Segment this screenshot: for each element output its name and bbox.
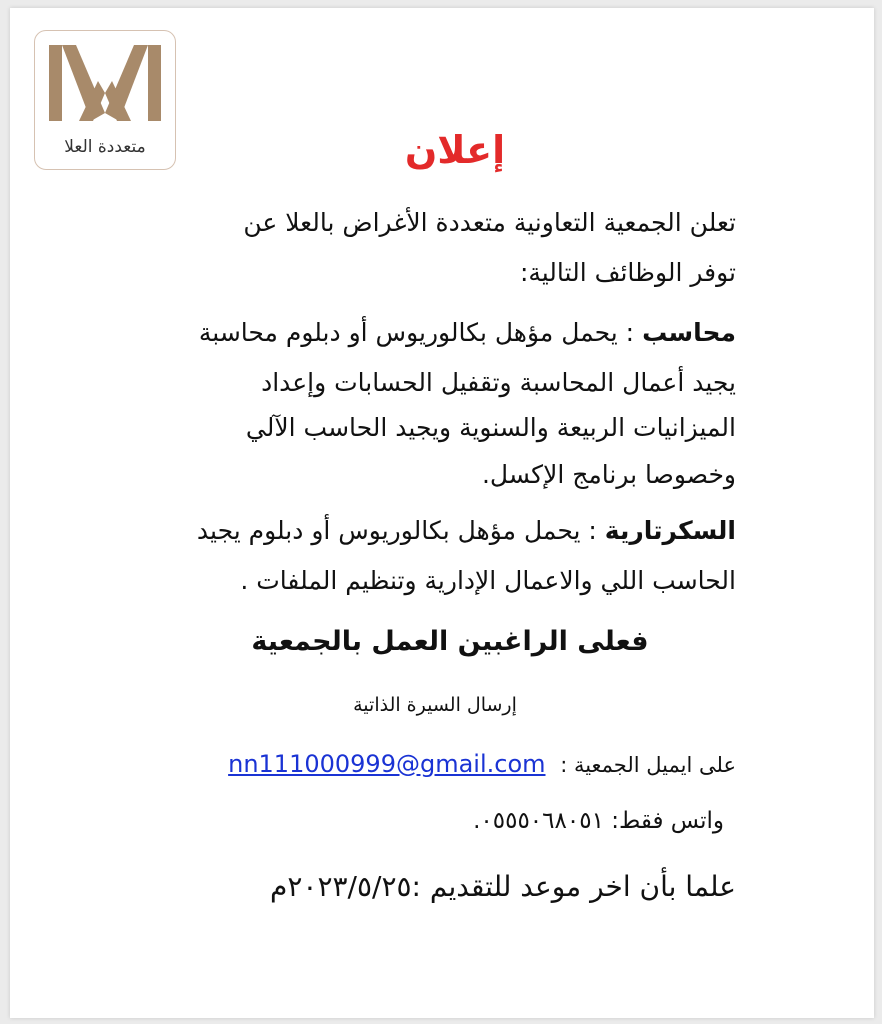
intro-line-1: تعلن الجمعية التعاونية متعددة الأغراض بالعلا عن (243, 208, 736, 237)
secretary-line-2: الحاسب اللي والاعمال الإدارية وتنظيم الملفات . (240, 566, 736, 595)
logo-mark-icon (49, 45, 161, 137)
send-cv-text: إرسال السيرة الذاتية (353, 694, 517, 716)
whatsapp-label: واتس فقط: (611, 808, 724, 834)
accountant-line-1 (199, 318, 736, 347)
secretary-label: السكرتارية (604, 516, 736, 545)
whatsapp-line (473, 808, 724, 834)
announcement-page (10, 8, 874, 1018)
logo-text: متعددة العلا (64, 137, 146, 157)
call-to-action: فعلى الراغبين العمل بالجمعية (251, 626, 649, 657)
accountant-line-3: الميزانيات الربيعة والسنوية ويجيد الحاسب الآلي (245, 413, 736, 442)
whatsapp-number: ٠٥٥٥٠٦٨٠٥١. (473, 808, 604, 834)
intro-line-2: توفر الوظائف التالية: (519, 258, 736, 287)
association-logo (34, 30, 176, 170)
secretary-desc-1: : يحمل مؤهل بكالوريوس أو دبلوم يجيد (196, 516, 597, 545)
email-label: على ايميل الجمعية : (560, 753, 736, 777)
accountant-line-2: يجيد أعمال المحاسبة وتقفيل الحسابات وإعداد (261, 368, 736, 397)
announcement-title: إعلان (404, 128, 506, 172)
deadline-text: علما بأن اخر موعد للتقديم :٢٠٢٣/٥/٢٥م (270, 870, 736, 903)
email-link[interactable]: nn111000999@gmail.com (228, 750, 546, 778)
accountant-line-4: وخصوصا برنامج الإكسل. (481, 460, 736, 489)
accountant-label: محاسب (642, 318, 736, 347)
secretary-line-1 (197, 516, 736, 545)
accountant-desc-1: : يحمل مؤهل بكالوريوس أو دبلوم محاسبة (198, 318, 635, 347)
email-line (228, 750, 736, 778)
